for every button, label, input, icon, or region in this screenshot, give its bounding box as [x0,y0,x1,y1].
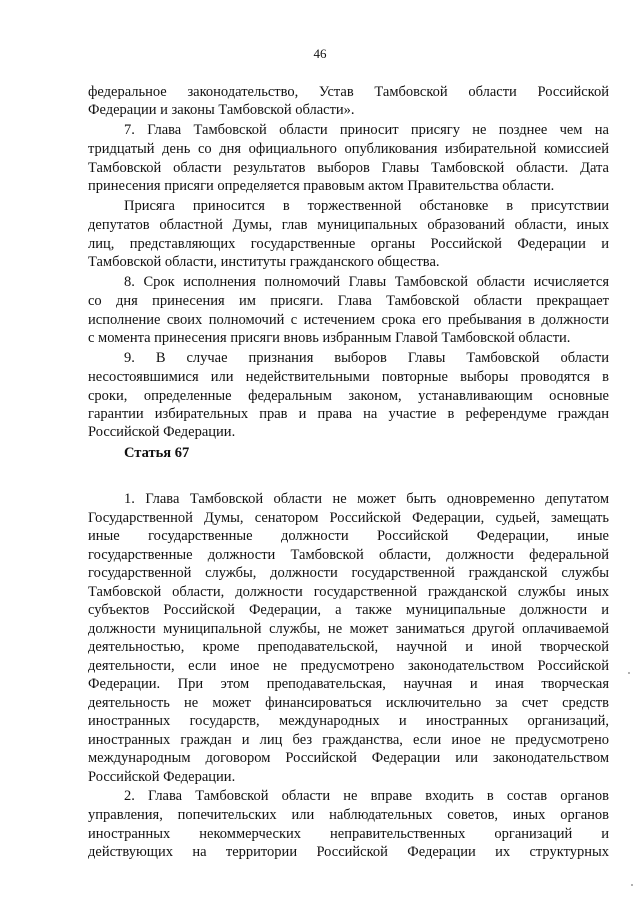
text-line: должности муниципальной службы, не может заниматься другой оплачиваемой [88,621,609,637]
text-line: деятельность не может финансироваться исключительно за счет средств [88,695,609,711]
text-line: управления, попечительских или наблюдательных советов, иных органов [88,807,609,823]
text-line: международным договором Российской Федерации или законодательством [88,750,609,766]
text-line: Российской Федерации. [88,769,236,785]
text-line: гарантии избирательных прав и права на участие в референдуме граждан [88,406,609,422]
text-line: иностранных некоммерческих неправительственных организаций и [88,826,609,842]
text-line: 1. Глава Тамбовской области не может быть одновременно депутатом [124,491,609,507]
scan-speck [631,884,633,886]
text-line: 2. Глава Тамбовской области не вправе входить в состав органов [124,788,609,804]
text-line: действующих на территории Российской Федерации их структурных [88,844,609,860]
article-heading: Статья 67 [124,445,190,461]
text-line: сроки, определенные федеральным законом, устанавливающим основные [88,388,609,404]
page-number: 46 [313,46,327,61]
text-line: иные государственные должности Российской Федерации, иные [88,528,609,544]
text-line: государственной службы, должности государственной гражданской службы [88,565,609,581]
text-line: Тамбовской области результатов выборов Главы Тамбовской области. Дата [88,160,609,176]
text-line: деятельностью, кроме преподавательской, научной и иной творческой [88,639,609,655]
text-line: лиц, представляющих государственные органы Российской Федерации и [88,236,609,252]
text-line: депутатов областной Думы, глав муниципальных образований области, иных [88,217,609,233]
text-line: иностранных граждан и лиц без гражданства, если иное не предусмотрено [88,732,609,748]
text-line: Российской Федерации. [88,424,236,440]
text-line: несостоявшимися или недействительными повторные выборы проводятся в [88,369,609,385]
text-line: федеральное законодательство, Устав Тамбовской области Российской [88,84,609,100]
text-line: Тамбовской области, институты гражданского общества. [88,254,440,270]
text-line: с момента принесения присяги вновь избранным Главой Тамбовской области. [88,330,571,346]
text-line: Тамбовской области, должности государственной гражданской службы иных [88,584,609,600]
text-line: Государственной Думы, сенатором Российской Федерации, судьей, замещать [88,510,609,526]
scan-speck [628,672,630,674]
text-line: субъектов Российской Федерации, а также муниципальные должности и [88,602,609,618]
text-line: иностранных государств, международных и иностранных организаций, [88,713,609,729]
text-line: деятельности, если иное не предусмотрено законодательством Российской [88,658,609,674]
text-line: Федерации и законы Тамбовской области». [88,102,355,118]
text-line: исполнение своих полномочий с истечением срока его пребывания в должности [88,312,609,328]
text-line: принесения присяги определяется правовым актом Правительства области. [88,178,555,194]
text-line: Присяга приносится в торжественной обстановке в присутствии [124,198,609,214]
text-line: Федерации. При этом преподавательская, научная и иная творческая [88,676,609,692]
text-line: тридцатый день со дня официального опубликования избирательной комиссией [88,141,609,157]
text-line: государственные должности Тамбовской области, должности федеральной [88,547,609,563]
text-line: 7. Глава Тамбовской области приносит присягу не позднее чем на [124,122,609,138]
text-line: 9. В случае признания выборов Главы Тамбовской области [124,350,609,366]
text-line: со дня принесения им присяги. Глава Тамбовской области прекращает [88,293,609,309]
text-line: 8. Срок исполнения полномочий Главы Тамбовской области исчисляется [124,274,609,290]
